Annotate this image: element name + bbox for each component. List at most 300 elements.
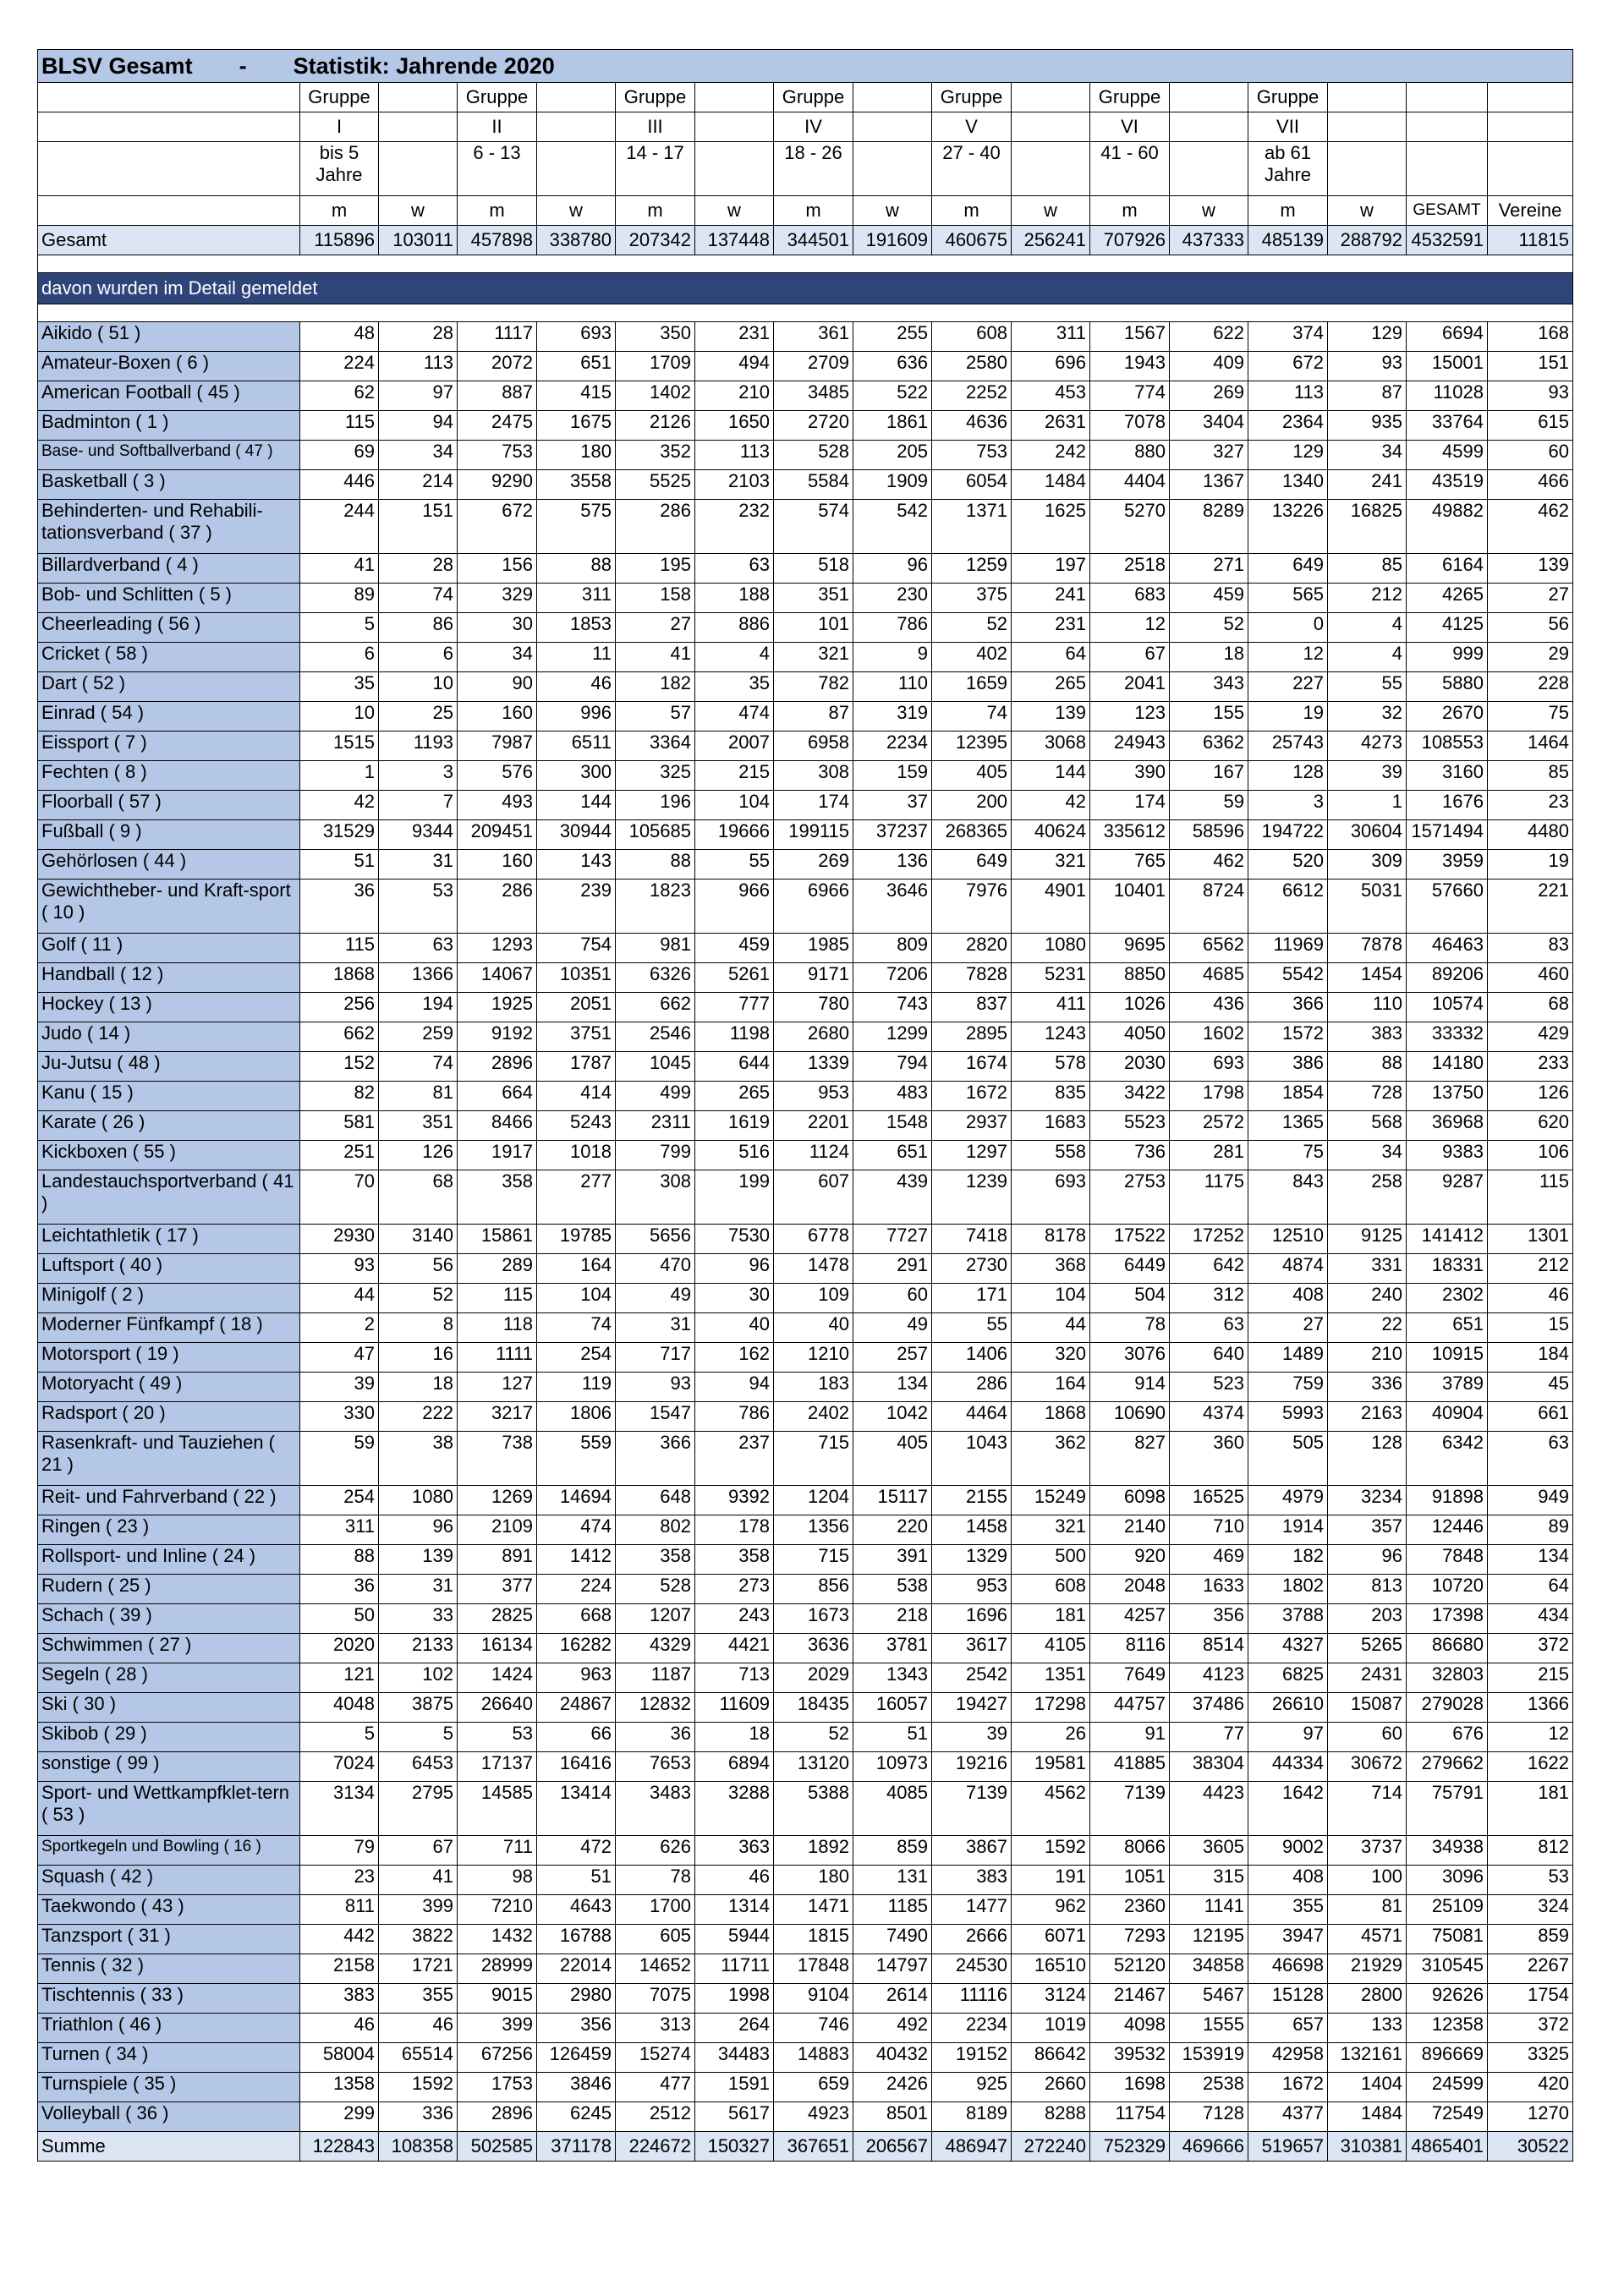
row-value: 279028	[1407, 1693, 1488, 1723]
row-value: 8	[379, 1313, 458, 1343]
gesamt-value: 137448	[695, 226, 774, 255]
row-value: 10401	[1090, 879, 1170, 934]
row-value: 51	[853, 1723, 932, 1752]
row-value: 520	[1248, 850, 1328, 879]
row-value: 3822	[379, 1925, 458, 1954]
row-value: 374	[1248, 322, 1328, 352]
header-blank	[1488, 83, 1573, 112]
row-value: 255	[853, 322, 932, 352]
row-value: 56	[1488, 613, 1573, 643]
sport-label: Handball ( 12 )	[38, 963, 300, 993]
row-value: 896669	[1407, 2043, 1488, 2073]
row-value: 3	[379, 761, 458, 791]
row-value: 999	[1407, 643, 1488, 672]
row-value: 2072	[458, 352, 537, 381]
spacer-row	[38, 255, 1573, 273]
row-value: 6054	[932, 470, 1012, 500]
row-value: 13226	[1248, 500, 1328, 554]
row-value: 420	[1488, 2073, 1573, 2102]
header-blank	[38, 112, 300, 142]
sport-label: Rasenkraft- und Tauziehen ( 21 )	[38, 1432, 300, 1486]
row-value: 194	[379, 993, 458, 1022]
row-value: 1650	[695, 411, 774, 441]
sport-label: Rollsport- und Inline ( 24 )	[38, 1545, 300, 1575]
row-value: 38304	[1170, 1752, 1248, 1782]
age-range: 27 - 40	[932, 142, 1012, 196]
group-spacer	[853, 112, 932, 142]
row-value: 85	[1328, 554, 1407, 584]
row-value: 191	[1012, 1866, 1090, 1895]
row-value: 228	[1488, 672, 1573, 702]
row-value: 405	[932, 761, 1012, 791]
row-value: 12	[1488, 1723, 1573, 1752]
table-row	[38, 2014, 1573, 2043]
row-value: 4	[1328, 613, 1407, 643]
table-row	[38, 1663, 1573, 1693]
age-range: 6 - 13	[458, 142, 537, 196]
row-value: 2302	[1407, 1284, 1488, 1313]
row-value: 1193	[379, 732, 458, 761]
row-value: 1484	[1012, 470, 1090, 500]
row-value: 5525	[616, 470, 695, 500]
row-value: 53	[1488, 1866, 1573, 1895]
row-value: 244	[300, 500, 379, 554]
row-value: 372	[1488, 2014, 1573, 2043]
title-right: Statistik: Jahrende 2020	[293, 53, 555, 79]
row-value: 3422	[1090, 1082, 1170, 1111]
row-value: 1243	[1012, 1022, 1090, 1052]
row-value: 182	[616, 672, 695, 702]
table-row	[38, 1954, 1573, 1984]
row-value: 321	[1012, 850, 1090, 879]
spacer	[38, 304, 1573, 322]
table-row	[38, 381, 1573, 411]
row-value: 19	[1488, 850, 1573, 879]
row-value: 309	[1328, 850, 1407, 879]
group-label: Gruppe	[616, 83, 695, 112]
row-value: 693	[537, 322, 616, 352]
row-value: 710	[1170, 1515, 1248, 1545]
row-value: 351	[774, 584, 853, 613]
row-value: 7976	[932, 879, 1012, 934]
row-value: 9192	[458, 1022, 537, 1052]
row-value: 777	[695, 993, 774, 1022]
row-value: 1454	[1328, 963, 1407, 993]
row-value: 626	[616, 1836, 695, 1866]
row-value: 576	[458, 761, 537, 791]
row-value: 197	[1012, 554, 1090, 584]
row-value: 55	[932, 1313, 1012, 1343]
row-value: 308	[774, 761, 853, 791]
row-value: 1591	[695, 2073, 774, 2102]
gesamt-value: 344501	[774, 226, 853, 255]
table-row	[38, 2073, 1573, 2102]
row-value: 738	[458, 1432, 537, 1486]
row-value: 3485	[774, 381, 853, 411]
group-label: Gruppe	[300, 83, 379, 112]
row-value: 2267	[1488, 1954, 1573, 1984]
row-value: 693	[1170, 1052, 1248, 1082]
sport-label: Motorsport ( 19 )	[38, 1343, 300, 1373]
row-value: 30672	[1328, 1752, 1407, 1782]
sport-label: Basketball ( 3 )	[38, 470, 300, 500]
row-value: 44757	[1090, 1693, 1170, 1723]
row-value: 470	[616, 1254, 695, 1284]
header-blank	[38, 83, 300, 112]
row-value: 30	[458, 613, 537, 643]
header-row-gender	[38, 196, 1573, 226]
row-value: 2007	[695, 732, 774, 761]
row-value: 96	[695, 1254, 774, 1284]
row-value: 462	[1170, 850, 1248, 879]
row-value: 2	[300, 1313, 379, 1343]
row-value: 17298	[1012, 1693, 1090, 1723]
row-value: 18	[695, 1723, 774, 1752]
gender-label: w	[379, 196, 458, 226]
row-value: 23	[1488, 791, 1573, 820]
row-value: 52	[1170, 613, 1248, 643]
group-label: Gruppe	[1090, 83, 1170, 112]
row-value: 58596	[1170, 820, 1248, 850]
summe-value: 519657	[1248, 2132, 1328, 2162]
row-value: 499	[616, 1082, 695, 1111]
row-value: 311	[537, 584, 616, 613]
row-value: 136	[853, 850, 932, 879]
row-value: 75	[1248, 1141, 1328, 1170]
sport-label: Volleyball ( 36 )	[38, 2102, 300, 2132]
row-value: 4464	[932, 1402, 1012, 1432]
row-value: 8514	[1170, 1634, 1248, 1663]
row-value: 109	[774, 1284, 853, 1313]
row-value: 2048	[1090, 1575, 1170, 1604]
row-value: 10915	[1407, 1343, 1488, 1373]
row-value: 24943	[1090, 732, 1170, 761]
table-row	[38, 702, 1573, 732]
row-value: 753	[458, 441, 537, 470]
row-value: 224	[300, 352, 379, 381]
sport-label: Kickboxen ( 55 )	[38, 1141, 300, 1170]
row-value: 1	[300, 761, 379, 791]
row-value: 363	[695, 1836, 774, 1866]
row-value: 3636	[774, 1634, 853, 1663]
row-value: 168	[1488, 322, 1573, 352]
row-value: 327	[1170, 441, 1248, 470]
row-value: 70	[300, 1170, 379, 1225]
row-value: 46698	[1248, 1954, 1328, 1984]
row-value: 1404	[1328, 2073, 1407, 2102]
row-value: 7727	[853, 1225, 932, 1254]
row-value: 16057	[853, 1693, 932, 1723]
row-value: 3068	[1012, 732, 1090, 761]
row-value: 51	[300, 850, 379, 879]
table-row	[38, 554, 1573, 584]
group-spacer	[1328, 112, 1407, 142]
row-value: 4257	[1090, 1604, 1170, 1634]
row-value: 27	[1248, 1313, 1328, 1343]
row-value: 3364	[616, 732, 695, 761]
row-value: 1787	[537, 1052, 616, 1082]
row-value: 42958	[1248, 2043, 1328, 2073]
row-value: 181	[1488, 1782, 1573, 1836]
row-value: 1043	[932, 1432, 1012, 1486]
row-value: 1861	[853, 411, 932, 441]
row-value: 799	[616, 1141, 695, 1170]
row-value: 4265	[1407, 584, 1488, 613]
row-value: 350	[616, 322, 695, 352]
row-value: 60	[1328, 1723, 1407, 1752]
sport-label: Golf ( 11 )	[38, 934, 300, 963]
row-value: 2051	[537, 993, 616, 1022]
row-value: 2360	[1090, 1895, 1170, 1925]
row-value: 242	[1012, 441, 1090, 470]
header-blank	[1407, 83, 1488, 112]
row-value: 12358	[1407, 2014, 1488, 2043]
table-row	[38, 1022, 1573, 1052]
row-value: 5523	[1090, 1111, 1170, 1141]
row-value: 2546	[616, 1022, 695, 1052]
row-value: 139	[1012, 702, 1090, 732]
row-value: 5	[379, 1723, 458, 1752]
row-value: 528	[616, 1575, 695, 1604]
header-blank	[38, 142, 300, 196]
row-value: 155	[1170, 702, 1248, 732]
row-value: 1619	[695, 1111, 774, 1141]
row-value: 88	[537, 554, 616, 584]
row-value: 40432	[853, 2043, 932, 2073]
row-value: 68	[379, 1170, 458, 1225]
summe-value: 272240	[1012, 2132, 1090, 2162]
row-value: 472	[537, 1836, 616, 1866]
row-value: 565	[1248, 584, 1328, 613]
sport-label: Triathlon ( 46 )	[38, 2014, 300, 2043]
gesamt-value: 256241	[1012, 226, 1090, 255]
sport-label: Leichtathletik ( 17 )	[38, 1225, 300, 1254]
row-value: 5031	[1328, 879, 1407, 934]
row-value: 97	[1248, 1723, 1328, 1752]
row-value: 57660	[1407, 879, 1488, 934]
row-value: 34938	[1407, 1836, 1488, 1866]
row-value: 2720	[774, 411, 853, 441]
row-value: 7878	[1328, 934, 1407, 963]
row-value: 3124	[1012, 1984, 1090, 2014]
row-value: 835	[1012, 1082, 1090, 1111]
row-value: 93	[300, 1254, 379, 1284]
row-value: 2825	[458, 1604, 537, 1634]
row-value: 254	[300, 1486, 379, 1515]
group-label: Gruppe	[932, 83, 1012, 112]
row-value: 1700	[616, 1895, 695, 1925]
row-value: 336	[1328, 1373, 1407, 1402]
row-value: 19427	[932, 1693, 1012, 1723]
sheet-title	[38, 50, 1573, 83]
row-value: 16416	[537, 1752, 616, 1782]
sport-label: Gewichtheber- und Kraft-sport ( 10 )	[38, 879, 300, 934]
table-row	[38, 1634, 1573, 1663]
row-value: 1868	[300, 963, 379, 993]
age-range: bis 5 Jahre	[300, 142, 379, 196]
title-dash: -	[239, 53, 247, 79]
age-range: ab 61 Jahre	[1248, 142, 1328, 196]
row-value: 8288	[1012, 2102, 1090, 2132]
row-value: 1051	[1090, 1866, 1170, 1895]
row-value: 1259	[932, 554, 1012, 584]
row-value: 1314	[695, 1895, 774, 1925]
row-value: 232	[695, 500, 774, 554]
sport-label: Floorball ( 57 )	[38, 791, 300, 820]
row-value: 383	[300, 1984, 379, 2014]
row-value: 408	[1248, 1284, 1328, 1313]
row-value: 538	[853, 1575, 932, 1604]
summe-value: 502585	[458, 2132, 537, 2162]
row-value: 1798	[1170, 1082, 1248, 1111]
row-value: 12832	[616, 1693, 695, 1723]
row-value: 299	[300, 2102, 379, 2132]
row-value: 1340	[1248, 470, 1328, 500]
row-value: 714	[1328, 1782, 1407, 1836]
row-value: 44334	[1248, 1752, 1328, 1782]
row-value: 1026	[1090, 993, 1170, 1022]
group-label: Gruppe	[458, 83, 537, 112]
row-value: 1299	[853, 1022, 932, 1052]
row-value: 474	[537, 1515, 616, 1545]
row-value: 1754	[1488, 1984, 1573, 2014]
row-value: 220	[853, 1515, 932, 1545]
row-value: 331	[1328, 1254, 1407, 1284]
row-value: 12195	[1170, 1925, 1248, 1954]
row-value: 40	[695, 1313, 774, 1343]
row-value: 134	[1488, 1545, 1573, 1575]
row-value: 63	[1170, 1313, 1248, 1343]
row-value: 5243	[537, 1111, 616, 1141]
sport-label: Gehörlosen ( 44 )	[38, 850, 300, 879]
row-value: 1675	[537, 411, 616, 441]
row-value: 408	[1248, 1866, 1328, 1895]
row-value: 11969	[1248, 934, 1328, 963]
row-value: 1464	[1488, 732, 1573, 761]
row-value: 516	[695, 1141, 774, 1170]
summe-value: 371178	[537, 2132, 616, 2162]
row-value: 607	[774, 1170, 853, 1225]
row-value: 715	[774, 1432, 853, 1486]
row-value: 311	[300, 1515, 379, 1545]
row-value: 2896	[458, 1052, 537, 1082]
row-value: 966	[695, 879, 774, 934]
row-value: 19581	[1012, 1752, 1090, 1782]
row-value: 622	[1170, 322, 1248, 352]
gender-label: m	[932, 196, 1012, 226]
row-value: 90	[458, 672, 537, 702]
row-value: 981	[616, 934, 695, 963]
row-value: 386	[1248, 1052, 1328, 1082]
row-value: 31529	[300, 820, 379, 850]
row-value: 127	[458, 1373, 537, 1402]
row-value: 35	[695, 672, 774, 702]
row-value: 195	[616, 554, 695, 584]
row-value: 1239	[932, 1170, 1012, 1225]
row-value: 2512	[616, 2102, 695, 2132]
gesamt-value: 288792	[1328, 226, 1407, 255]
row-value: 74	[379, 584, 458, 613]
table-row	[38, 470, 1573, 500]
table-row	[38, 1052, 1573, 1082]
row-value: 3875	[379, 1693, 458, 1723]
row-value: 4327	[1248, 1634, 1328, 1663]
row-value: 26640	[458, 1693, 537, 1723]
row-value: 3788	[1248, 1604, 1328, 1634]
row-value: 174	[1090, 791, 1170, 820]
row-value: 13750	[1407, 1082, 1488, 1111]
row-value: 1555	[1170, 2014, 1248, 2043]
row-value: 399	[379, 1895, 458, 1925]
row-value: 605	[616, 1925, 695, 1954]
row-value: 2666	[932, 1925, 1012, 1954]
row-value: 162	[695, 1343, 774, 1373]
group-spacer	[853, 142, 932, 196]
row-value: 34	[458, 643, 537, 672]
gender-label: m	[300, 196, 379, 226]
row-value: 644	[695, 1052, 774, 1082]
row-value: 1854	[1248, 1082, 1328, 1111]
row-value: 1592	[1012, 1836, 1090, 1866]
gesamt-value: 11815	[1488, 226, 1573, 255]
row-value: 357	[1328, 1515, 1407, 1545]
sport-label: Tennis ( 32 )	[38, 1954, 300, 1984]
row-value: 1018	[537, 1141, 616, 1170]
sport-label: Tischtennis ( 33 )	[38, 1984, 300, 2014]
row-value: 1515	[300, 732, 379, 761]
table-row	[38, 441, 1573, 470]
table-row	[38, 850, 1573, 879]
row-value: 1117	[458, 322, 537, 352]
row-value: 963	[537, 1663, 616, 1693]
row-value: 1622	[1488, 1752, 1573, 1782]
row-value: 78	[616, 1866, 695, 1895]
row-value: 377	[458, 1575, 537, 1604]
row-value: 91	[1090, 1723, 1170, 1752]
row-value: 1567	[1090, 322, 1170, 352]
row-value: 1925	[458, 993, 537, 1022]
row-value: 1709	[616, 352, 695, 381]
row-value: 6778	[774, 1225, 853, 1254]
row-value: 44	[1012, 1313, 1090, 1343]
row-value: 7078	[1090, 411, 1170, 441]
row-value: 160	[458, 702, 537, 732]
sport-label: Fußball ( 9 )	[38, 820, 300, 850]
row-value: 16	[379, 1343, 458, 1373]
title-left: BLSV Gesamt	[41, 53, 193, 79]
row-value: 10351	[537, 963, 616, 993]
sport-label: Fechten ( 8 )	[38, 761, 300, 791]
row-value: 126459	[537, 2043, 616, 2073]
row-value: 230	[853, 584, 932, 613]
row-value: 199	[695, 1170, 774, 1225]
row-value: 2895	[932, 1022, 1012, 1052]
row-value: 17398	[1407, 1604, 1488, 1634]
summe-value: 752329	[1090, 2132, 1170, 2162]
row-value: 2475	[458, 411, 537, 441]
row-value: 1572	[1248, 1022, 1328, 1052]
group-spacer	[853, 83, 932, 112]
row-value: 10574	[1407, 993, 1488, 1022]
row-value: 1633	[1170, 1575, 1248, 1604]
row-value: 343	[1170, 672, 1248, 702]
row-value: 23	[300, 1866, 379, 1895]
row-value: 300	[537, 761, 616, 791]
row-value: 319	[853, 702, 932, 732]
row-value: 2252	[932, 381, 1012, 411]
row-value: 52120	[1090, 1954, 1170, 1984]
row-value: 152	[300, 1052, 379, 1082]
